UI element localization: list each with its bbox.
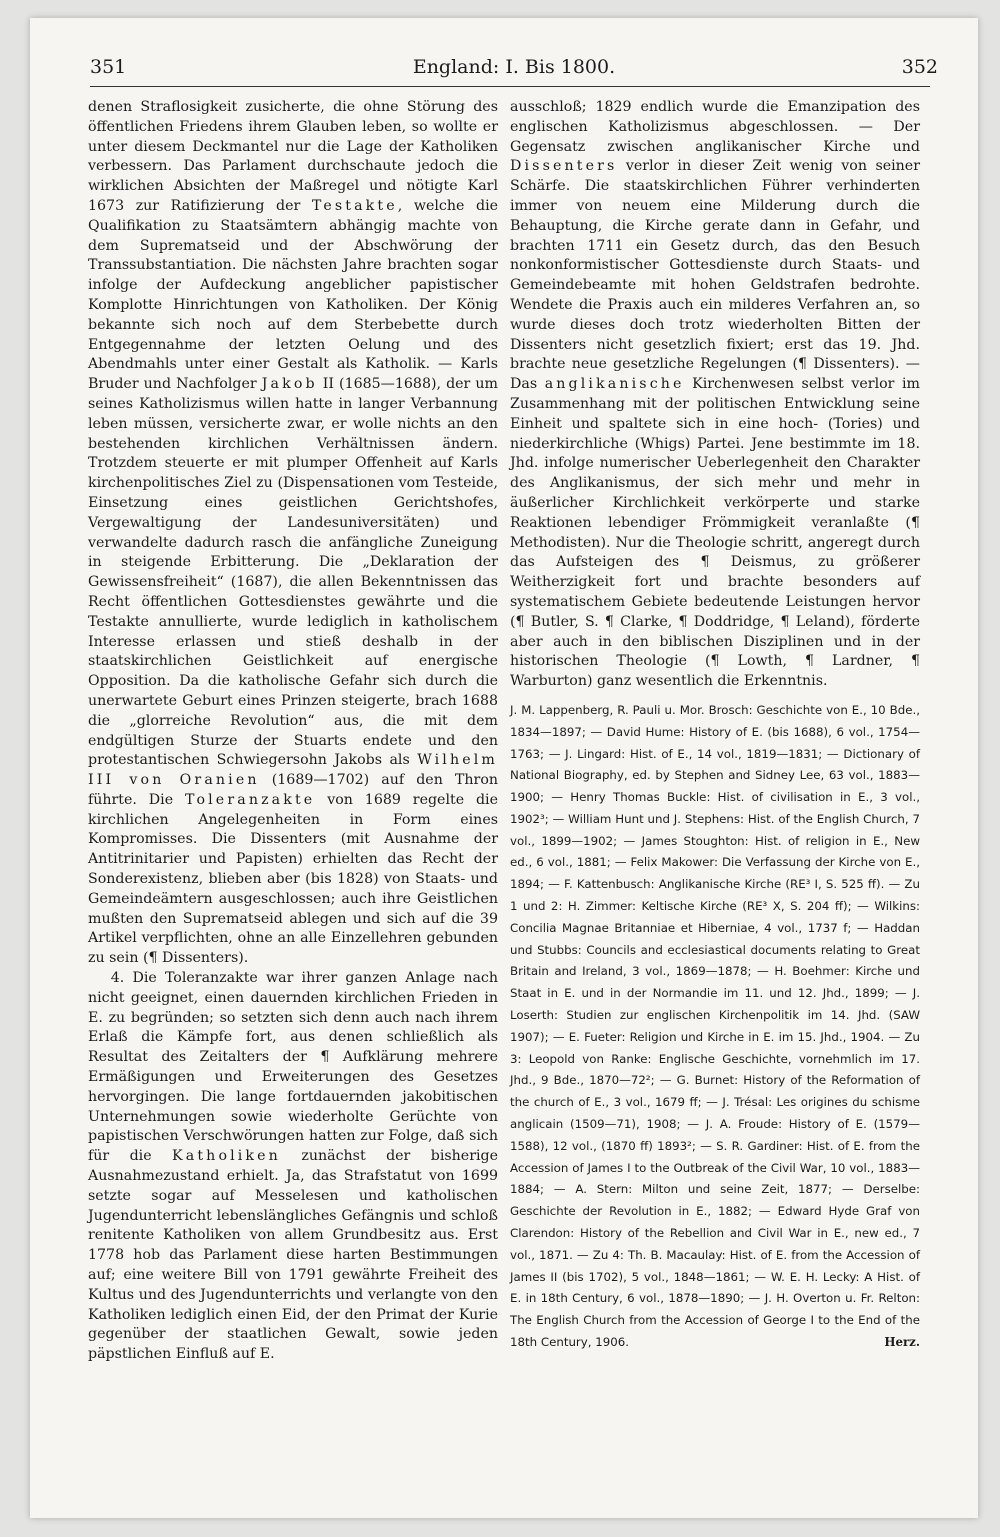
text-run: ausschloß; 1829 endlich wurde die Emanzipation des englischen Katholizismus abgeschlossen. — Der Gegensatz zwischen anglikanischer Kirche und [510, 99, 920, 155]
author-signature: Herz. [884, 1335, 920, 1350]
running-title: England: I. Bis 1800. [412, 56, 616, 78]
text-run: zunächst der bisherige Ausnahmezustand erhielt. Ja, das Strafstatut von 1699 setzte sogar auf Messelesen und katholischen Jugendunterricht lebenslängliches Gefängnis und schloß renitente Katholiken von allem Grundbesitz aus. Erst 1778 hob das Parlament diese harten Bestimmungen auf; eine weitere Bill von 1791 gewährte Freiheit des Kultus und des Jugendunterrichts und verlangte von den Katholiken lediglich einen Eid, der den Primat der Kurie gegenüber der staatlichen Gewalt, sowie jeden päpstlichen Einfluß auf E. [88, 1148, 498, 1363]
left-paragraph-1 [88, 98, 498, 969]
term-toleranzakte: Toleranzakte [185, 791, 316, 808]
bibliography [510, 700, 920, 1354]
bibliography-text: J. M. Lappenberg, R. Pauli u. Mor. Brosch: Geschichte von E., 10 Bde., 1834—1897; — David Hume: History of E. (bis 1688), 6 vol., 1754—1763; — J. Lingard: Hist. of E., 14 vol., 1819—1831; — Dictionary of National Biography, ed. by Stephen and Sidney Lee, 63 vol., 1883—1900; — Henry Thomas Buckle: Hist. of civilisation in E., 3 vol., 1902³; — William Hunt und J. Stephens: Hist. of the English Church, 7 vol., 1899—1902; — James Stoughton: Hist. of religion in E., New ed., 6 vol., 1881; — Felix Makower: Die Verfassung der Kirche von E., 1894; — F. Kattenbusch: Anglikanische Kirche (RE³ I, S. 525 ff). — Zu 1 und 2: H. Zimmer: Keltische Kirche (RE³ X, S. 204 ff); — Wilkins: Concilia Magnae Britanniae et Hiberniae, 4 vol., 1737 f; — Haddan und Stubbs: Councils and ecclesiastical documents relating to Great Britain and Ireland, 3 vol., 1869—1878; — H. Boehmer: Kirche und Staat in E. und in der Normandie im 11. und 12. Jhd., 1899; — J. Loserth: Studien zur englischen Kirchenpolitik im 14. Jhd. (SAW 1907); — E. Fueter: Religion und Kirche in E. im 15. Jhd., 1904. — Zu 3: Leopold von Ranke: Englische Geschichte, vornehmlich im 17. Jhd., 9 Bde., 1870—72²; — G. Burnet: History of the Reformation of the church of E., 3 vol., 1679 ff; — J. Trésal: Les origines du schisme anglicain (1509—71), 1908; — J. A. Froude: History of E. (1579—1588), 12 vol., (1870 ff) 1893²; — S. R. Gardiner: Hist. of E. from the Accession of James I to the Outbreak of the Civil War, 10 vol., 1883—1884; — A. Stern: Milton und seine Zeit, 1877; — Derselbe: Geschichte der Revolution in E., 1882; — Edward Hyde Graf von Clarendon: History of the Rebellion and Civil War in E., new ed., 7 vol., 1871. — Zu 4: Th. B. Macaulay: Hist. of E. from the Accession of James II (bis 1702), 5 vol., 1848—1861; — W. E. H. Lecky: A Hist. of E. in 18th Century, 6 vol., 1878—1890; — J. H. Overton u. Fr. Relton: The English Church from the Accession of George I to the End of the 18th Century, 1906. [510, 702, 920, 1350]
running-header [90, 56, 938, 86]
header-rule [90, 86, 930, 87]
page-number-left: 351 [90, 56, 127, 78]
page-number-right: 352 [901, 56, 938, 78]
term-testakte: Testakte [311, 197, 398, 214]
text-run: verlor in dieser Zeit wenig von seiner Schärfe. Die staatskirchlichen Führer verhinderten immer von neuem eine Milderung durch die Behauptung, die Kirche gerate dann in Gefahr, und brachten 1711 ein Gesetz durch, das den Besuch nonkonformistischer Gottesdienste durch Staats- und Gemeindebeamte mit hohen Geldstrafen bedrohte. Wendete die Praxis auch ein milderes Verfahren an, so wurde dieses doch trotz wiederholten Bitten der Dissenters nicht gesetzlich fixiert; erst das 19. Jhd. brachte neue gesetzliche Regelungen (¶ Dissenters). — Das [510, 158, 920, 393]
text-run: denen Straflosigkeit zusicherte, die ohne Störung des öffentlichen Friedens ihrem Glauben leben, so wollte er unter diesem Deckmantel nur die Lage der Katholiken verbessern. Das Parlament durchschaute jedoch die wirklichen Absichten der Maßregel und nötigte Karl 1673 zur Ratifizierung der [88, 99, 498, 214]
term-katholiken: Katholiken [172, 1148, 281, 1165]
left-paragraph-2 [88, 969, 498, 1365]
term-jakob: Jakob [261, 376, 318, 393]
text-run: Kirchenwesen selbst verlor im Zusammenhang mit der politischen Entwicklung seine Einheit und spaltete sich in eine hoch- (Tories) und niederkirchliche (Whigs) Partei. Jene bestimmte im 18. Jhd. infolge numerischer Ueberlegenheit den Charakter des Anglikanismus, der sich mehr und mehr in äußerlicher Kirchlichkeit verkörperte und starke Reaktionen lebendiger Frömmigkeit veranlaßte (¶ Methodisten). Nur die Theologie schritt, angeregt durch das Aufsteigen des ¶ Deismus, zu größerer Weitherzigkeit fort und brachte besonders auf systematischem Gebiete bedeutende Leistungen hervor (¶ Butler, S. ¶ Clarke, ¶ Doddridge, ¶ Leland), förderte aber auch in den biblischen Disziplinen und in der historischen Theologie (¶ Lowth, ¶ Lardner, ¶ Warburton) ganz wesentlich die Erkenntnis. [510, 376, 920, 690]
term-wilhelm: Wilhelm III von Oranien [88, 752, 498, 789]
text-run: (1689—1702) auf den Thron führte. Die [88, 772, 498, 808]
right-paragraph-1 [510, 98, 920, 692]
term-dissenters: Dissenters [510, 158, 618, 175]
term-anglikanische: anglikanische [544, 376, 685, 393]
text-run: von 1689 regelte die kirchlichen Angelegenheiten in Form eines Kompromisses. Die Dissenters (mit Ausnahme der Antitrinitarier und Papisten) erhielten das Recht der Sonderexistenz, blieben aber (bis 1828) von Staats- und Gemeindeämtern ausgeschlossen; auch ihre Geistlichen mußten den Suprematseid ablegen und sich auf die 39 Artikel verpflichten, ohne an alle Einzellehren gebunden zu sein (¶ Dissenters). [88, 791, 498, 967]
text-run: II (1685—1688), der um seines Katholizismus willen hatte in langer Verbannung leben müssen, versicherte zwar, er wolle nichts an den bestehenden kirchlichen Verhältnissen ändern. Trotzdem steuerte er mit plumper Offenheit auf Karls kirchenpolitisches Ziel zu (Dispensationen vom Testeide, Einsetzung eines geistlichen Gerichtshofes, Vergewaltigung der Landesuniversitäten) und verwandelte dadurch rasch die anfängliche Zuneigung in steigende Erbitterung. Die „Deklaration der Gewissensfreiheit“ (1687), die allen Bekenntnissen das Recht öffentlichen Gottesdienstes gewährte und die Testakte annullierte, wurde lediglich in katholischem Interesse erlassen und stieß deshalb in der staatskirchlichen Geistlichkeit auf energische Opposition. Da die katholische Gefahr sich durch die unerwartete Geburt eines Prinzen steigerte, brach 1688 die „glorreiche Revolution“ aus, die mit dem endgültigen Sturze der Stuarts endete und den protestantischen Schwiegersohn Jakobs als [88, 376, 498, 769]
left-column [88, 98, 498, 1365]
right-column [510, 98, 920, 1354]
text-run: 4. Die Toleranzakte war ihrer ganzen Anlage nach nicht geeignet, einen dauernden kirchlichen Frieden in E. zu begründen; so setzten sich denn auch nach ihrem Erlaß die Kämpfe fort, aus denen schließlich als Resultat des Zeitalters der ¶ Aufklärung mehrere Ermäßigungen und Erweiterungen des Gesetzes hervorgingen. Die lange fortdauernden jakobitischen Unternehmungen sowie wiederholte Gerüchte von papistischen Verschwörungen hatten zur Folge, daß sich für die [88, 970, 498, 1165]
text-run: , welche die Qualifikation zu Staatsämtern abhängig machte von dem Suprematseid und der Abschwörung der Transsubstantiation. Die nächsten Jahre brachten sogar infolge der Aufdeckung angeblicher papistischer Komplotte Hinrichtungen von Katholiken. Der König bekannte sich noch auf dem Sterbebette durch Entgegennahme der letzten Oelung und des Abendmahls unter einer Gestalt als Katholik. — Karls Bruder und Nachfolger [88, 197, 498, 393]
